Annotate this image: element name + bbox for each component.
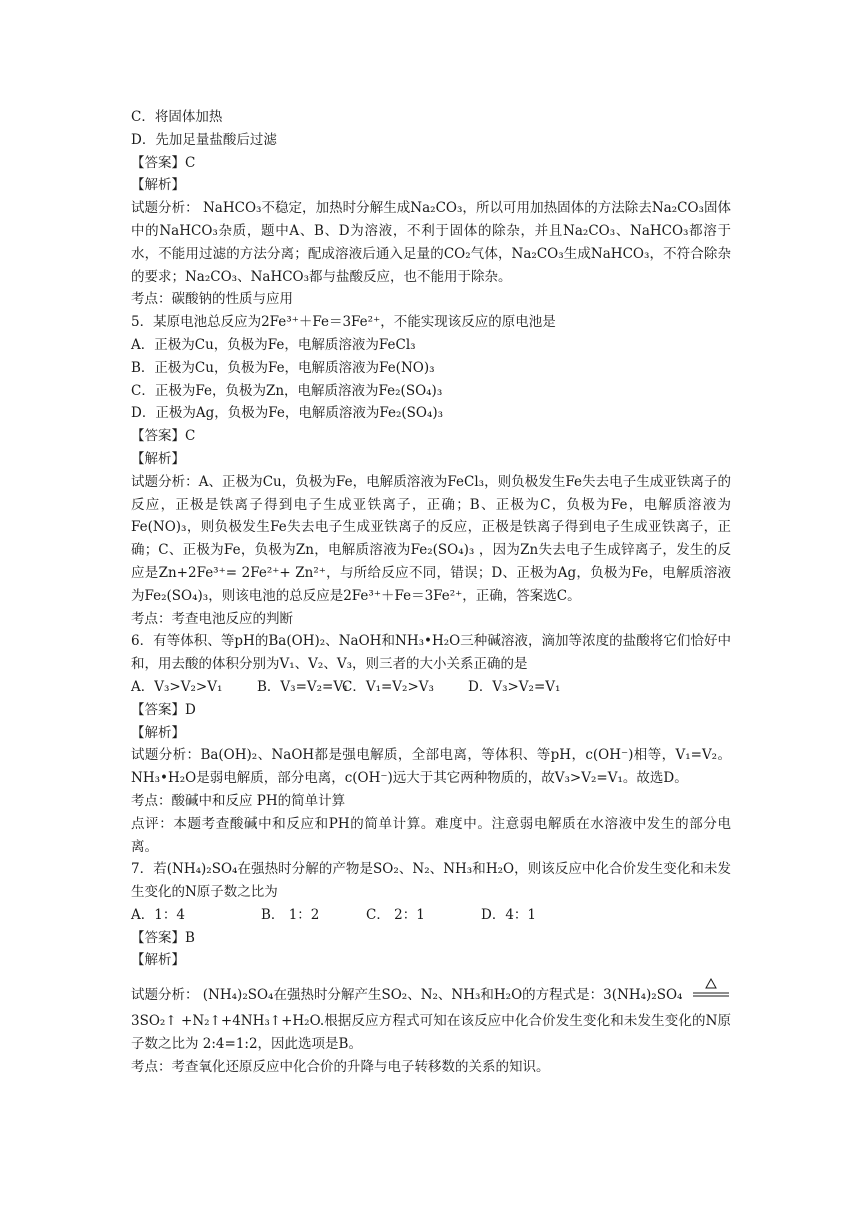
q7-options — [131, 904, 731, 927]
q5-option-b: B．正极为Cu，负极为Fe，电解质溶液为Fe(NO)₃ — [131, 359, 435, 376]
q7-option-b: B． 1：2 — [261, 906, 320, 923]
q6-answer: 【答案】D — [131, 701, 196, 718]
q7-option-d: D．4：1 — [481, 906, 537, 923]
q7-knowledge-point: 考点：考查氧化还原反应中化合价的升降与电子转移数的关系的知识。 — [131, 1058, 550, 1075]
q7-answer: 【答案】B — [131, 929, 195, 946]
q7-analysis-first-line: 试题分析： (NH₄)₂SO₄在强热时分解产生SO₂、N₂、NH₃和H₂O的方程式是：3(NH₄)₂SO₄ — [131, 987, 683, 1004]
q5-option-a: A．正极为Cu，负极为Fe，电解质溶液为FeCl₃ — [131, 336, 416, 353]
q4-option-d: D．先加足量盐酸后过滤 — [131, 131, 277, 148]
q6-option-a: A．V₃>V₂>V₁ — [131, 678, 223, 695]
q6-option-d: D．V₃>V₂=V₁ — [468, 678, 561, 695]
q6-analysis-heading: 【解析】 — [131, 724, 185, 741]
q6-analysis: 试题分析：Ba(OH)₂、NaOH都是强电解质，全部电离，等体积、等pH，c(OH⁻)相等，V₁=V₂。NH₃•H₂O是弱电解质，部分电离，c(OH⁻)远大于其它两种物质的，故V₃>V₂=V₁。故选D。 — [131, 747, 731, 787]
q6-stem: 6．有等体积、等pH的Ba(OH)₂、NaOH和NH₃•H₂O三种碱溶液，滴加等浓度的盐酸将它们恰好中和，用去酸的体积分别为V₁、V₂、V₃，则三者的大小关系正确的是 — [131, 633, 731, 673]
q4-answer: 【答案】C — [131, 154, 196, 171]
q7-analysis-rest: 3SO₂↑ +N₂↑+4NH₃↑+H₂O.根据反应方程式可知在该反应中化合价发生变化和未发生变化的N原子数之比为 2:4=1:2，因此选项是B。 — [131, 1013, 731, 1053]
q5-analysis: 试题分析：A、正极为Cu，负极为Fe，电解质溶液为FeCl₃，则负极发生Fe失去电子生成亚铁离子的反应，正极是铁离子得到电子生成亚铁离子，正确；B、正极为C，负极为Fe，电解质溶液为Fe(NO)₃，则负极发生Fe失去电子生成亚铁离子的反应，正极是铁离子得到电子生成亚铁离子，正确；C、正极为Fe，负极为Zn，电解质溶液为Fe₂(SO₄)₃ ，因为Zn失去电子生成锌离子，发生的反应是Zn+2Fe³⁺= 2Fe²⁺+ Zn²⁺，与所给反应不同，错误；D、正极为Ag，负极为Fe，电解质溶液为Fe₂(SO₄)₃，则该电池的总反应是2Fe³⁺＋Fe＝3Fe²⁺，正确，答案选C。 — [131, 473, 731, 604]
q6-options — [131, 676, 731, 699]
document-content — [131, 106, 731, 1079]
q6-option-c: C．V₁=V₂>V₃ — [342, 678, 434, 695]
q4-analysis: 试题分析： NaHCO₃不稳定，加热时分解生成Na₂CO₃，所以可用加热固体的方法除去Na₂CO₃固体中的NaHCO₃杂质，题中A、B、D为溶液，不利于固体的除杂，并且Na₂CO₃、NaHCO₃都溶于水，不能用过滤的方法分离；配成溶液后通入足量的CO₂气体，Na₂CO₃生成NaHCO₃，不符合除杂的要求；Na₂CO₃、NaHCO₃都与盐酸反应，也不能用于除杂。 — [131, 200, 731, 285]
q7-option-c: C． 2：1 — [366, 906, 425, 923]
q5-answer: 【答案】C — [131, 428, 196, 445]
q5-option-c: C．正极为Fe，负极为Zn，电解质溶液为Fe₂(SO₄)₃ — [131, 382, 443, 399]
q7-stem: 7．若(NH₄)₂SO₄在强热时分解的产物是SO₂、N₂、NH₃和H₂O，则该反应中化合价发生变化和未发生变化的N原子数之比为 — [131, 861, 731, 901]
q7-option-a: A．1：4 — [131, 906, 185, 923]
q7-analysis — [131, 980, 731, 1056]
q6-comment: 点评：本题考查酸碱中和反应和PH的简单计算。难度中。注意弱电解质在水溶液中发生的部分电离。 — [131, 815, 731, 855]
q4-analysis-heading: 【解析】 — [131, 177, 185, 194]
q6-option-b: B．V₃=V₂=V₁ — [257, 678, 349, 695]
q6-knowledge-point: 考点：酸碱中和反应 PH的简单计算 — [131, 792, 346, 809]
q7-analysis-line — [131, 980, 731, 1010]
q5-option-d: D．正极为Ag，负极为Fe，电解质溶液为Fe₂(SO₄)₃ — [131, 405, 444, 422]
q7-analysis-heading: 【解析】 — [131, 952, 185, 969]
q5-knowledge-point: 考点：考查电池反应的判断 — [131, 610, 293, 627]
q4-option-c: C．将固体加热 — [131, 109, 223, 125]
q5-stem: 5．某原电池总反应为2Fe³⁺＋Fe＝3Fe²⁺，不能实现该反应的原电池是 — [131, 314, 556, 331]
q4-knowledge-point: 考点：碳酸钠的性质与应用 — [131, 291, 293, 308]
heat-condition-icon — [691, 985, 731, 1007]
q5-analysis-heading: 【解析】 — [131, 450, 185, 467]
